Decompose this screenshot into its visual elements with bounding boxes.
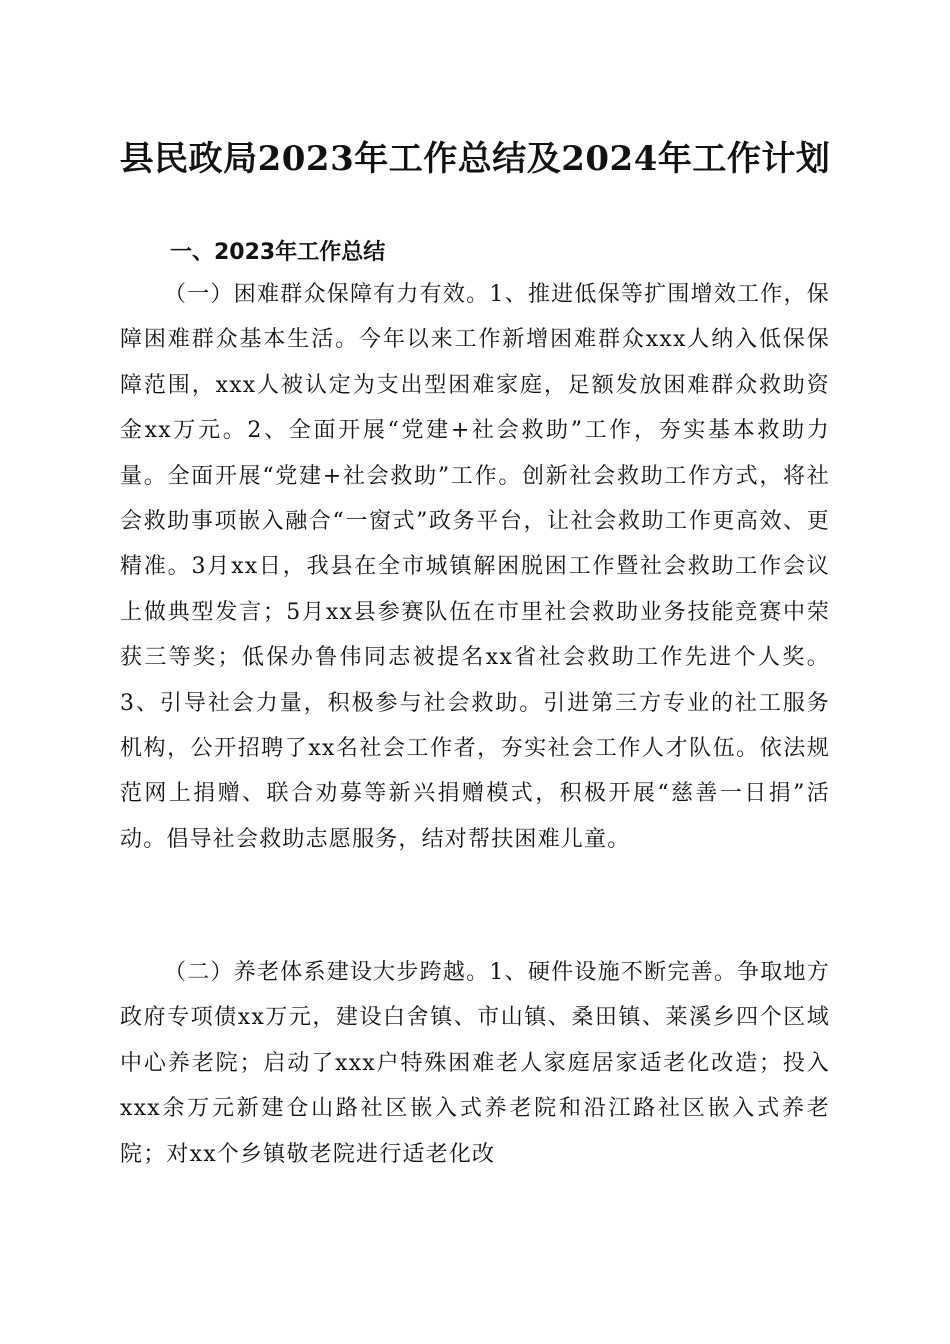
- paragraph-assistance: （一）困难群众保障有力有效。1、推进低保等扩围增效工作，保障困难群众基本生活。今年以来工作新增困难群众xxx人纳入低保保障范围，xxx人被认定为支出型困难家庭，足额发放困难群众救助资金xx万元。2、全面开展“党建+社会救助”工作，夯实基本救助力量。全面开展“党建+社会救助”工作。创新社会救助工作方式，将社会救助事项嵌入融合“一窗式”政务平台，让社会救助工作更高效、更精准。3月xx日，我县在全市城镇解困脱困工作暨社会救助工作会议上做典型发言；5月xx县参赛队伍在市里社会救助业务技能竞赛中荣获三等奖；低保办鲁伟同志被提名xx省社会救助工作先进个人奖。3、引导社会力量，积极参与社会救助。引进第三方专业的社工服务机构，公开招聘了xx名社会工作者，夯实社会工作人才队伍。依法规范网上捐赠、联合劝募等新兴捐赠模式，积极开展“慈善一日捐”活动。倡导社会救助志愿服务，结对帮扶困难儿童。: [120, 282, 830, 852]
- section-heading: 一、2023年工作总结: [170, 240, 386, 265]
- paragraph-elderly-care: （二）养老体系建设大步跨越。1、硬件设施不断完善。争取地方政府专项债xx万元，建设白舍镇、市山镇、桑田镇、莱溪乡四个区域中心养老院；启动了xxx户特殊困难老人家庭居家适老化改造；投入xxx余万元新建仓山路社区嵌入式养老院和沿江路社区嵌入式养老院；对xx个乡镇敬老院进行适老化改: [120, 960, 830, 1167]
- document-title: 县民政局2023年工作总结及2024年工作计划: [119, 139, 831, 179]
